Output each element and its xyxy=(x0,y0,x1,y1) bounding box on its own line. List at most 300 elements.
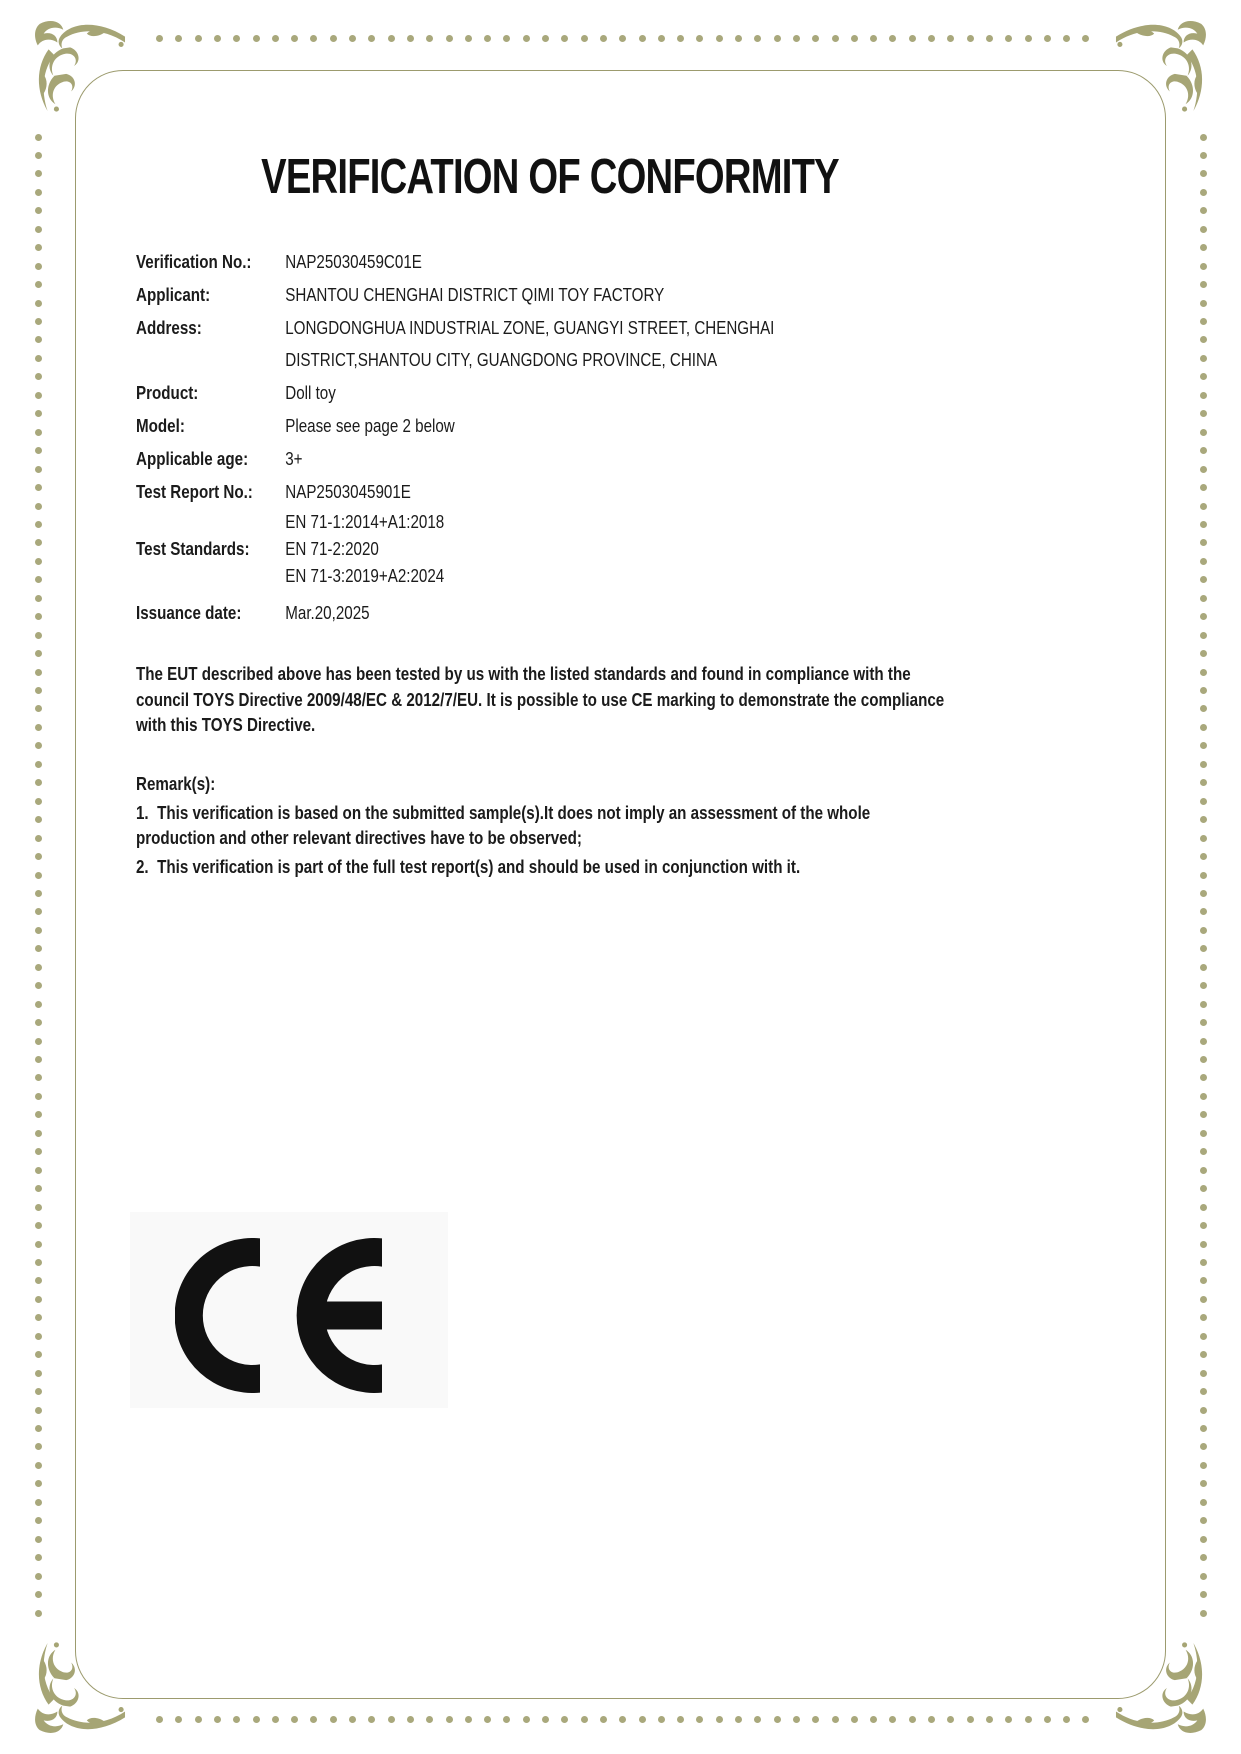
field-label: Verification No.: xyxy=(136,251,252,272)
border-dot xyxy=(35,1536,42,1543)
field-value-line: EN 71-3:2019+A2:2024 xyxy=(285,565,445,587)
border-dot xyxy=(1005,1716,1012,1723)
border-dot xyxy=(426,1716,433,1723)
border-dot xyxy=(35,134,42,141)
border-dot xyxy=(1082,1716,1089,1723)
ce-mark-label xyxy=(130,1212,131,1213)
border-dot xyxy=(35,336,42,343)
border-dot xyxy=(1200,1111,1207,1118)
border-dot xyxy=(1200,466,1207,473)
field-value-line: LONGDONGHUA INDUSTRIAL ZONE, GUANGYI STREET, CHENGHAI xyxy=(285,316,775,338)
border-dot xyxy=(1200,281,1207,288)
field-value-line: SHANTOU CHENGHAI DISTRICT QIMI TOY FACTORY xyxy=(285,283,665,305)
border-dot xyxy=(35,207,42,214)
border-dot xyxy=(754,35,761,42)
field-value xyxy=(285,597,964,630)
border-dot xyxy=(35,853,42,860)
border-dot xyxy=(272,1716,279,1723)
border-dot xyxy=(388,35,395,42)
border-dot xyxy=(928,35,935,42)
border-dot xyxy=(35,927,42,934)
border-dot xyxy=(677,35,684,42)
border-dot xyxy=(291,35,298,42)
border-dot xyxy=(35,595,42,602)
border-dot xyxy=(35,281,42,288)
border-dot xyxy=(1200,1554,1207,1561)
border-dot xyxy=(35,318,42,325)
border-dot xyxy=(851,1716,858,1723)
border-dot xyxy=(1063,1716,1070,1723)
border-dot xyxy=(1200,539,1207,546)
border-dot xyxy=(1200,152,1207,159)
border-dot xyxy=(1200,484,1207,491)
corner-flourish-top-left-icon xyxy=(28,16,126,114)
border-dot xyxy=(35,355,42,362)
border-dot xyxy=(986,35,993,42)
border-dot xyxy=(1200,336,1207,343)
border-dot xyxy=(35,1222,42,1229)
border-dot xyxy=(1200,318,1207,325)
border-dot xyxy=(35,1241,42,1248)
border-dot xyxy=(1200,1517,1207,1524)
border-dot xyxy=(214,1716,221,1723)
border-dot xyxy=(35,779,42,786)
border-dot xyxy=(716,1716,723,1723)
field-row xyxy=(136,279,964,312)
border-dot xyxy=(35,872,42,879)
border-dot xyxy=(1200,1499,1207,1506)
border-dot xyxy=(1200,1351,1207,1358)
corner-flourish-bottom-right-icon xyxy=(1115,1640,1213,1738)
border-dot xyxy=(1200,170,1207,177)
field-label: Test Report No.: xyxy=(136,480,253,502)
border-dot xyxy=(1200,134,1207,141)
border-dot xyxy=(600,1716,607,1723)
ce-mark-icon xyxy=(175,1238,383,1393)
field-value-line: NAP25030459C01E xyxy=(285,251,422,272)
border-dot xyxy=(1200,724,1207,731)
border-dot xyxy=(35,1480,42,1487)
border-dot xyxy=(35,1093,42,1100)
border-dot xyxy=(600,35,607,42)
border-dot xyxy=(1200,226,1207,233)
border-dot xyxy=(1200,1296,1207,1303)
border-dot xyxy=(1200,300,1207,307)
border-dot xyxy=(1200,558,1207,565)
border-dot xyxy=(774,35,781,42)
border-dot xyxy=(310,1716,317,1723)
field-value xyxy=(285,377,964,410)
border-dot xyxy=(1044,35,1051,42)
border-dot xyxy=(774,1716,781,1723)
corner-flourish-bottom-left-icon xyxy=(28,1640,126,1738)
border-dot xyxy=(1200,872,1207,879)
border-dot xyxy=(35,613,42,620)
border-dot xyxy=(1200,392,1207,399)
border-dot xyxy=(195,1716,202,1723)
border-dot xyxy=(156,1716,163,1723)
border-dot xyxy=(1200,982,1207,989)
border-dot xyxy=(446,1716,453,1723)
border-dot xyxy=(330,1716,337,1723)
field-value-line: Please see page 2 below xyxy=(285,414,455,436)
field-value-line: 3+ xyxy=(285,447,303,469)
field-row xyxy=(136,312,964,378)
border-dot xyxy=(349,1716,356,1723)
border-dot xyxy=(35,429,42,436)
field-label: Address: xyxy=(136,316,202,338)
border-dot xyxy=(870,1716,877,1723)
border-dot xyxy=(1200,1388,1207,1395)
border-dot xyxy=(1200,927,1207,934)
border-dot xyxy=(272,35,279,42)
border-dot xyxy=(35,669,42,676)
border-dot xyxy=(368,35,375,42)
border-dot xyxy=(1200,1001,1207,1008)
field-value xyxy=(285,279,964,312)
border-dot xyxy=(291,1716,298,1723)
border-dot xyxy=(1200,1333,1207,1340)
border-dot xyxy=(388,1716,395,1723)
border-dot xyxy=(35,447,42,454)
border-dot xyxy=(484,35,491,42)
border-dot xyxy=(35,521,42,528)
field-label: Model: xyxy=(136,414,185,436)
border-dot xyxy=(35,1296,42,1303)
border-dot xyxy=(947,1716,954,1723)
border-dot xyxy=(35,982,42,989)
border-dot xyxy=(1200,263,1207,270)
border-dot xyxy=(1200,1167,1207,1174)
border-dot xyxy=(1200,1591,1207,1598)
border-dot xyxy=(581,35,588,42)
corner-flourish-top-right-icon xyxy=(1115,16,1213,114)
border-dot xyxy=(1200,1074,1207,1081)
field-row xyxy=(136,443,964,476)
border-dot xyxy=(812,1716,819,1723)
border-dot xyxy=(561,35,568,42)
border-dot xyxy=(35,687,42,694)
border-dot xyxy=(35,1314,42,1321)
border-dot xyxy=(484,1716,491,1723)
border-dot xyxy=(542,1716,549,1723)
border-dot xyxy=(35,576,42,583)
field-rows xyxy=(136,246,964,630)
border-dot xyxy=(35,1443,42,1450)
border-dot xyxy=(465,35,472,42)
border-dot xyxy=(889,1716,896,1723)
border-dot xyxy=(1200,521,1207,528)
field-value xyxy=(285,443,964,476)
border-dot xyxy=(561,1716,568,1723)
border-dot xyxy=(35,1610,42,1617)
border-dot xyxy=(35,1167,42,1174)
border-dot xyxy=(175,1716,182,1723)
border-dot xyxy=(35,742,42,749)
ce-mark-box xyxy=(130,1212,448,1408)
border-dot xyxy=(1200,1462,1207,1469)
field-row xyxy=(136,377,964,410)
border-dot xyxy=(35,1591,42,1598)
border-dot xyxy=(446,35,453,42)
border-dot xyxy=(35,798,42,805)
border-dot xyxy=(253,35,260,42)
field-value xyxy=(285,410,964,443)
border-dot xyxy=(1044,1716,1051,1723)
border-dot xyxy=(35,1185,42,1192)
border-dot xyxy=(832,35,839,42)
field-value xyxy=(285,476,964,509)
border-dot xyxy=(1200,1425,1207,1432)
border-dot xyxy=(735,1716,742,1723)
border-dot xyxy=(1200,1056,1207,1063)
border-dot xyxy=(1200,503,1207,510)
border-dot xyxy=(214,35,221,42)
border-dot xyxy=(1200,669,1207,676)
border-dot xyxy=(35,1111,42,1118)
border-dot xyxy=(35,632,42,639)
border-dot xyxy=(1200,742,1207,749)
border-dot xyxy=(233,35,240,42)
field-value-line: EN 71-1:2014+A1:2018 xyxy=(285,511,445,533)
border-dot xyxy=(195,35,202,42)
border-dot xyxy=(407,1716,414,1723)
border-dot xyxy=(1200,1019,1207,1026)
border-dot xyxy=(35,650,42,657)
border-dot xyxy=(658,35,665,42)
field-row xyxy=(136,476,964,509)
border-dot xyxy=(619,1716,626,1723)
border-dot xyxy=(35,1130,42,1137)
field-row xyxy=(136,562,964,589)
border-dot xyxy=(310,35,317,42)
border-dot xyxy=(793,35,800,42)
border-dot xyxy=(1200,1038,1207,1045)
border-dot xyxy=(1200,1610,1207,1617)
field-value-line: Mar.20,2025 xyxy=(285,602,370,624)
border-dot xyxy=(619,35,626,42)
border-dot xyxy=(233,1716,240,1723)
border-dot xyxy=(1200,798,1207,805)
border-dot xyxy=(1200,429,1207,436)
border-dot xyxy=(1200,1443,1207,1450)
border-dot xyxy=(967,1716,974,1723)
field-row xyxy=(136,535,964,562)
border-dot xyxy=(35,1517,42,1524)
border-dot xyxy=(1200,1241,1207,1248)
border-dot xyxy=(35,1425,42,1432)
border-dot xyxy=(1200,908,1207,915)
page-title: VERIFICATION OF CONFORMITY xyxy=(261,150,839,204)
border-dot xyxy=(35,484,42,491)
border-dot xyxy=(35,152,42,159)
border-dot xyxy=(1200,687,1207,694)
compliance-statement: The EUT described above has been tested by us with the listed standards and found in compliance with the council TOYS Directive 2009/48/EC & 2012/7/EU. It is possible to use CE marking to demonstrate the compliance with this TOYS Directive. xyxy=(136,663,949,735)
remark-item: 1. This verification is based on the submitted sample(s).It does not imply an assessment of the whole production and other relevant directives have to be observed; xyxy=(136,801,875,849)
border-dot xyxy=(1200,1573,1207,1580)
border-dot xyxy=(1200,355,1207,362)
border-dot xyxy=(1200,1536,1207,1543)
border-dot xyxy=(1200,1314,1207,1321)
border-dot xyxy=(542,35,549,42)
border-dot xyxy=(851,35,858,42)
border-dot xyxy=(35,373,42,380)
certificate-content xyxy=(136,246,964,879)
border-dot xyxy=(523,1716,530,1723)
border-dot xyxy=(35,170,42,177)
remarks-title: Remark(s): xyxy=(136,773,216,795)
field-value xyxy=(285,246,964,279)
border-dot xyxy=(35,1259,42,1266)
field-value xyxy=(285,508,964,535)
border-dot xyxy=(1200,613,1207,620)
border-dot xyxy=(967,35,974,42)
border-dot xyxy=(35,1204,42,1211)
border-dot xyxy=(947,35,954,42)
border-dot xyxy=(812,35,819,42)
border-dot xyxy=(1200,1130,1207,1137)
field-value-line: Doll toy xyxy=(285,382,336,404)
border-dot xyxy=(349,35,356,42)
border-dot xyxy=(1200,447,1207,454)
border-dot xyxy=(1082,35,1089,42)
border-dot xyxy=(35,1407,42,1414)
border-dot xyxy=(735,35,742,42)
border-dot xyxy=(35,964,42,971)
border-dot xyxy=(1200,244,1207,251)
border-dot xyxy=(35,300,42,307)
border-dot xyxy=(793,1716,800,1723)
field-value-line: DISTRICT,SHANTOU CITY, GUANGDONG PROVINCE, CHINA xyxy=(285,349,718,371)
border-dot xyxy=(253,1716,260,1723)
border-dot xyxy=(696,35,703,42)
border-dot xyxy=(35,1554,42,1561)
border-dot xyxy=(35,1277,42,1284)
border-dot xyxy=(175,35,182,42)
border-dot xyxy=(1200,945,1207,952)
field-row xyxy=(136,508,964,535)
border-dot xyxy=(1200,1093,1207,1100)
border-dot xyxy=(1025,1716,1032,1723)
border-dot xyxy=(1200,1370,1207,1377)
border-dot xyxy=(1200,1204,1207,1211)
remarks-list xyxy=(136,800,964,879)
border-dot xyxy=(1200,964,1207,971)
border-dot xyxy=(1200,1407,1207,1414)
border-dot xyxy=(35,558,42,565)
border-dot xyxy=(503,1716,510,1723)
field-label: Issuance date: xyxy=(136,602,242,624)
border-dot xyxy=(35,1038,42,1045)
border-dot xyxy=(1200,576,1207,583)
border-dot xyxy=(1063,35,1070,42)
border-dot xyxy=(426,35,433,42)
field-value xyxy=(285,562,964,589)
field-value xyxy=(285,312,964,378)
border-dot xyxy=(35,724,42,731)
border-dot xyxy=(35,1462,42,1469)
border-dot xyxy=(1200,761,1207,768)
border-dot xyxy=(1200,835,1207,842)
border-dot xyxy=(716,35,723,42)
border-dot xyxy=(1200,189,1207,196)
field-label xyxy=(136,508,285,535)
border-dot xyxy=(581,1716,588,1723)
border-dot xyxy=(35,890,42,897)
border-dot xyxy=(35,1056,42,1063)
border-dot xyxy=(35,816,42,823)
border-dot xyxy=(1200,705,1207,712)
border-dot xyxy=(1200,207,1207,214)
border-dot xyxy=(1200,853,1207,860)
field-label: Product: xyxy=(136,382,199,404)
border-dot xyxy=(35,1148,42,1155)
border-dot xyxy=(1200,1185,1207,1192)
field-value-line: NAP2503045901E xyxy=(285,480,411,502)
border-dot xyxy=(1200,595,1207,602)
field-label xyxy=(136,562,285,589)
border-dot xyxy=(35,1370,42,1377)
border-dot xyxy=(909,1716,916,1723)
border-dot xyxy=(35,1074,42,1081)
border-dot xyxy=(35,503,42,510)
border-dot xyxy=(35,410,42,417)
border-dot xyxy=(35,466,42,473)
border-dot xyxy=(35,263,42,270)
border-dot xyxy=(639,1716,646,1723)
border-dot xyxy=(639,35,646,42)
field-row xyxy=(136,410,964,443)
border-dot xyxy=(368,1716,375,1723)
border-dot xyxy=(986,1716,993,1723)
border-dot xyxy=(35,761,42,768)
border-dot xyxy=(35,226,42,233)
border-dot xyxy=(35,1499,42,1506)
border-dot xyxy=(1200,650,1207,657)
border-dot xyxy=(1200,1148,1207,1155)
border-dot xyxy=(35,705,42,712)
border-dot xyxy=(35,835,42,842)
border-dot xyxy=(1200,1222,1207,1229)
border-dot xyxy=(35,1333,42,1340)
border-dot xyxy=(407,35,414,42)
border-dot xyxy=(1200,1480,1207,1487)
field-label: Applicant: xyxy=(136,283,211,305)
border-dot xyxy=(1200,1277,1207,1284)
field-label: Test Standards: xyxy=(136,538,250,560)
field-row xyxy=(136,597,964,630)
border-dot xyxy=(754,1716,761,1723)
border-dot xyxy=(1200,632,1207,639)
border-dot xyxy=(909,35,916,42)
border-dot xyxy=(677,1716,684,1723)
remark-item: 2. This verification is part of the full test report(s) and should be used in conjunction with it. xyxy=(136,855,801,877)
field-row xyxy=(136,246,964,279)
border-dot xyxy=(35,392,42,399)
border-dot xyxy=(696,1716,703,1723)
border-dot xyxy=(156,35,163,42)
border-dot xyxy=(35,908,42,915)
field-value xyxy=(285,535,964,562)
border-dot xyxy=(1025,35,1032,42)
border-dot xyxy=(832,1716,839,1723)
border-dot xyxy=(35,1351,42,1358)
border-dot xyxy=(1200,373,1207,380)
border-dot xyxy=(35,945,42,952)
border-dot xyxy=(35,244,42,251)
border-dot xyxy=(870,35,877,42)
field-value-line: EN 71-2:2020 xyxy=(285,538,379,560)
